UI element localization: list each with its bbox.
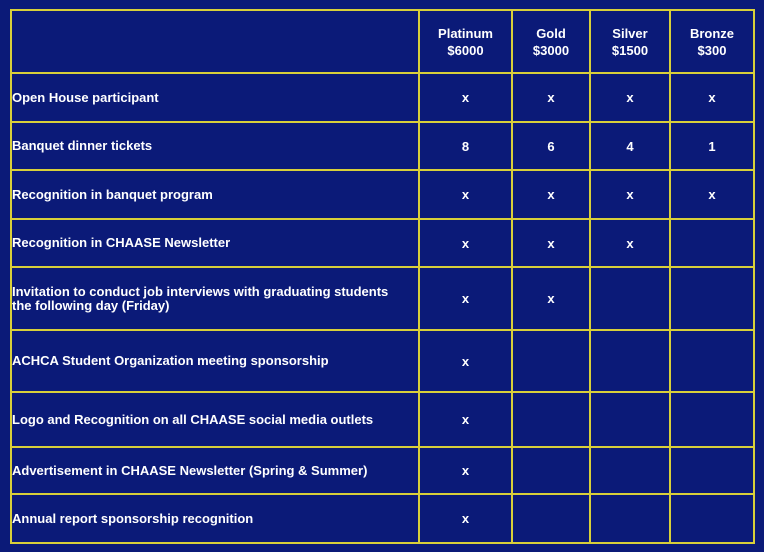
mark-platinum: x (419, 392, 512, 447)
benefit-label: ACHCA Student Organization meeting sponsorship (11, 330, 419, 392)
tier-price: $1500 (611, 42, 649, 58)
table-row (11, 122, 754, 170)
mark-platinum: x (419, 170, 512, 219)
mark-bronze: 1 (670, 122, 754, 170)
mark-silver (590, 392, 670, 447)
table-row (11, 392, 754, 447)
benefit-label: Open House participant (11, 73, 419, 122)
mark-platinum: x (419, 330, 512, 392)
tier-header-gold (512, 10, 590, 73)
mark-gold (512, 447, 590, 494)
mark-gold (512, 330, 590, 392)
mark-gold: x (512, 267, 590, 330)
benefit-label: Banquet dinner tickets (11, 122, 419, 170)
mark-silver: 4 (590, 122, 670, 170)
mark-gold (512, 494, 590, 543)
sponsorship-table (10, 9, 755, 544)
benefit-label (11, 267, 419, 330)
mark-silver: x (590, 73, 670, 122)
mark-bronze (670, 447, 754, 494)
tier-name: Platinum (438, 25, 493, 41)
mark-silver: x (590, 219, 670, 267)
tier-header-platinum (419, 10, 512, 73)
table-row (11, 219, 754, 267)
benefit-label: Advertisement in CHAASE Newsletter (Spring & Summer) (11, 447, 419, 494)
mark-bronze (670, 330, 754, 392)
tier-name: Silver (612, 25, 648, 41)
mark-silver (590, 494, 670, 543)
tier-name: Bronze (689, 25, 735, 41)
table-row (11, 73, 754, 122)
mark-silver (590, 267, 670, 330)
tier-header-silver (590, 10, 670, 73)
table-row (11, 267, 754, 330)
mark-gold: x (512, 73, 590, 122)
mark-silver (590, 447, 670, 494)
mark-silver: x (590, 170, 670, 219)
header-blank-cell (11, 10, 419, 73)
table-row (11, 330, 754, 392)
mark-bronze: x (670, 73, 754, 122)
benefit-label: Recognition in CHAASE Newsletter (11, 219, 419, 267)
mark-platinum: 8 (419, 122, 512, 170)
mark-bronze (670, 267, 754, 330)
header-row (11, 10, 754, 73)
table-row (11, 170, 754, 219)
mark-platinum: x (419, 494, 512, 543)
tier-name: Gold (536, 25, 566, 41)
mark-gold: 6 (512, 122, 590, 170)
mark-platinum: x (419, 219, 512, 267)
mark-bronze: x (670, 170, 754, 219)
mark-bronze (670, 392, 754, 447)
benefit-label: Annual report sponsorship recognition (11, 494, 419, 543)
benefit-label: Logo and Recognition on all CHAASE social media outlets (11, 392, 419, 447)
tier-header-bronze (670, 10, 754, 73)
table-row (11, 494, 754, 543)
mark-platinum: x (419, 267, 512, 330)
mark-bronze (670, 494, 754, 543)
tier-price: $6000 (447, 42, 484, 58)
mark-silver (590, 330, 670, 392)
mark-gold: x (512, 219, 590, 267)
benefit-line: Invitation to conduct job interviews with graduating students (12, 283, 389, 299)
benefit-line: the following day (Friday) (12, 297, 170, 313)
mark-platinum: x (419, 73, 512, 122)
mark-gold (512, 392, 590, 447)
mark-platinum: x (419, 447, 512, 494)
tier-price: $300 (697, 42, 727, 58)
mark-gold: x (512, 170, 590, 219)
mark-bronze (670, 219, 754, 267)
benefit-label: Recognition in banquet program (11, 170, 419, 219)
tier-price: $3000 (532, 42, 570, 58)
table-row (11, 447, 754, 494)
